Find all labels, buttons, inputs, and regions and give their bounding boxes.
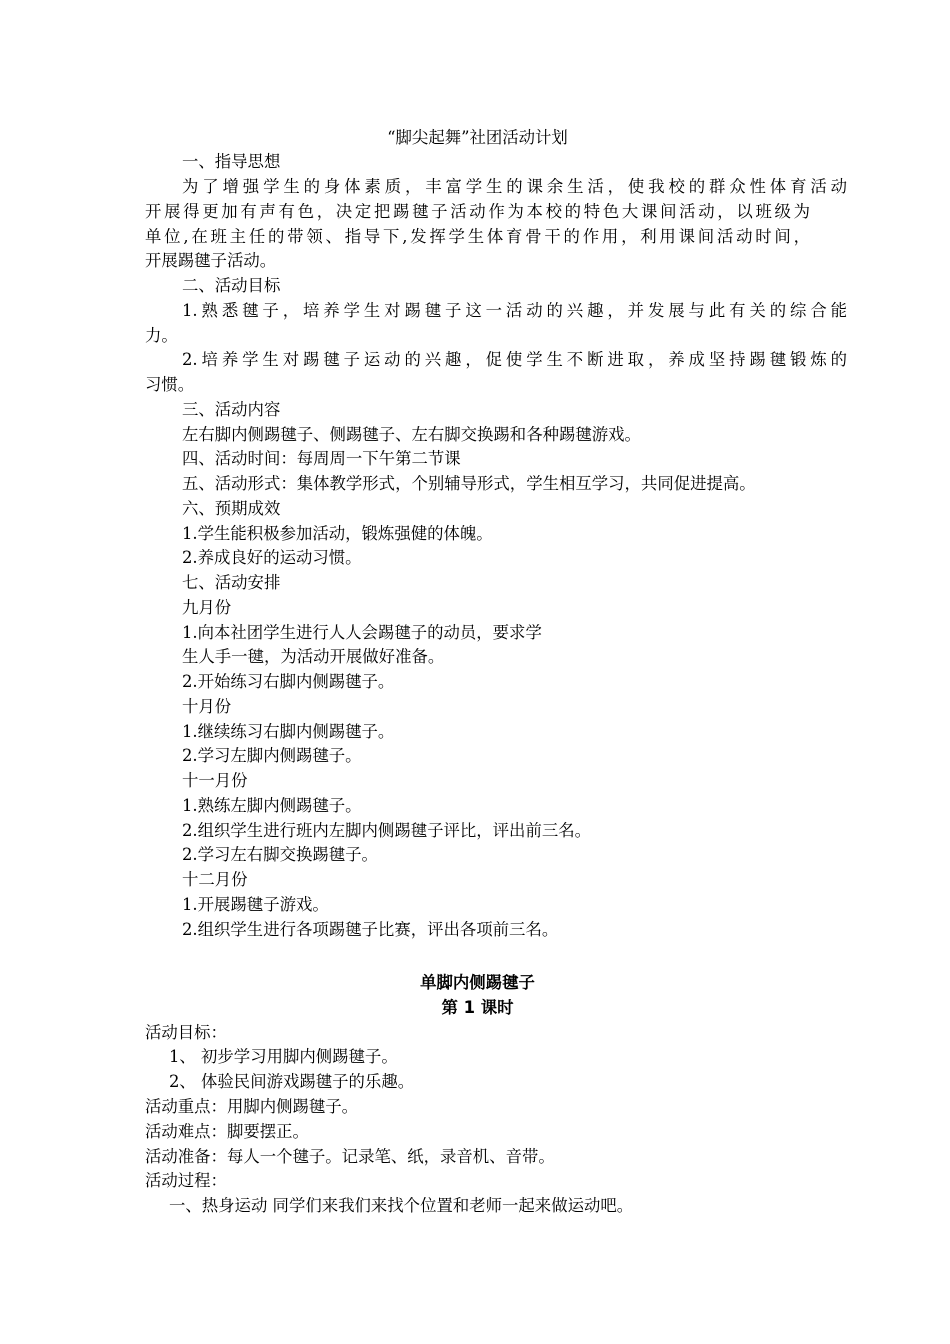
section-heading-4: 四、活动时间：每周周一下午第二节课 <box>182 449 461 468</box>
schedule-item: 1.开展踢毽子游戏。 <box>182 895 329 914</box>
schedule-item: 2.组织学生进行班内左脚内侧踢毽子评比，评出前三名。 <box>182 821 592 840</box>
section-heading-7: 七、活动安排 <box>182 573 281 592</box>
goal-label: 活动目标： <box>145 1023 227 1042</box>
schedule-item: 1.继续练习右脚内侧踢毽子。 <box>182 722 395 741</box>
schedule-item: 1.熟练左脚内侧踢毽子。 <box>182 796 362 815</box>
paragraph-line: 开展得更加有声有色，决定把踢毽子活动作为本校的特色大课间活动，以班级为 <box>145 202 810 221</box>
lesson-goal: 1、 初步学习用脚内侧踢毽子。 <box>169 1047 398 1066</box>
month-label: 九月份 <box>182 598 232 617</box>
difficulty: 活动难点：脚要摆正。 <box>145 1122 309 1141</box>
section-heading-5: 五、活动形式：集体教学形式，个别辅导形式，学生相互学习，共同促进提高。 <box>182 474 756 493</box>
goal-line: 力。 <box>145 326 178 345</box>
outcome-item: 2.养成良好的运动习惯。 <box>182 548 362 567</box>
schedule-item: 2.开始练习右脚内侧踢毽子。 <box>182 672 395 691</box>
section-heading-1: 一、指导思想 <box>182 152 281 171</box>
month-label: 十月份 <box>182 697 232 716</box>
paragraph-line: 为了增强学生的身体素质，丰富学生的课余生活，使我校的群众性体育活动 <box>182 177 847 196</box>
section-heading-2: 二、活动目标 <box>182 276 281 295</box>
paragraph-line: 单位,在班主任的带领、指导下,发挥学生体育骨干的作用，利用课间活动时间， <box>145 227 810 246</box>
month-label: 十一月份 <box>182 771 248 790</box>
section-heading-3: 三、活动内容 <box>182 400 281 419</box>
content-line: 左右脚内侧踢毽子、侧踢毽子、左右脚交换踢和各种踢毽游戏。 <box>182 425 641 444</box>
preparation: 活动准备：每人一个毽子。记录笔、纸，录音机、音带。 <box>145 1147 555 1166</box>
schedule-item: 2.学习左右脚交换踢毽子。 <box>182 845 378 864</box>
goal-line: 习惯。 <box>145 375 195 394</box>
lesson-goal: 2、 体验民间游戏踢毽子的乐趣。 <box>169 1072 415 1091</box>
goal-line: 2.培养学生对踢毽子运动的兴趣，促使学生不断进取，养成坚持踢毽锻炼的 <box>182 350 847 369</box>
schedule-item: 2.组织学生进行各项踢毽子比赛，评出各项前三名。 <box>182 920 559 939</box>
section-heading-6: 六、预期成效 <box>182 499 281 518</box>
month-label: 十二月份 <box>182 870 248 889</box>
schedule-item: 2.学习左脚内侧踢毽子。 <box>182 746 362 765</box>
goal-line: 1.熟悉毽子，培养学生对踢毽子这一活动的兴趣，并发展与此有关的综合能 <box>182 301 847 320</box>
schedule-item: 生人手一毽，为活动开展做好准备。 <box>182 647 445 666</box>
plan-title: “脚尖起舞”社团活动计划 <box>387 128 568 147</box>
process-step: 一、热身运动 同学们来我们来找个位置和老师一起来做运动吧。 <box>169 1196 634 1215</box>
lesson-subtitle: 第 1 课时 <box>441 998 514 1017</box>
key-point: 活动重点：用脚内侧踢毽子。 <box>145 1097 359 1116</box>
process-label: 活动过程： <box>145 1171 227 1190</box>
schedule-item: 1.向本社团学生进行人人会踢毽子的动员，要求学 <box>182 623 542 642</box>
lesson-title: 单脚内侧踢毽子 <box>420 973 535 992</box>
outcome-item: 1.学生能积极参加活动，锻炼强健的体魄。 <box>182 524 493 543</box>
paragraph-line: 开展踢毽子活动。 <box>145 251 277 270</box>
